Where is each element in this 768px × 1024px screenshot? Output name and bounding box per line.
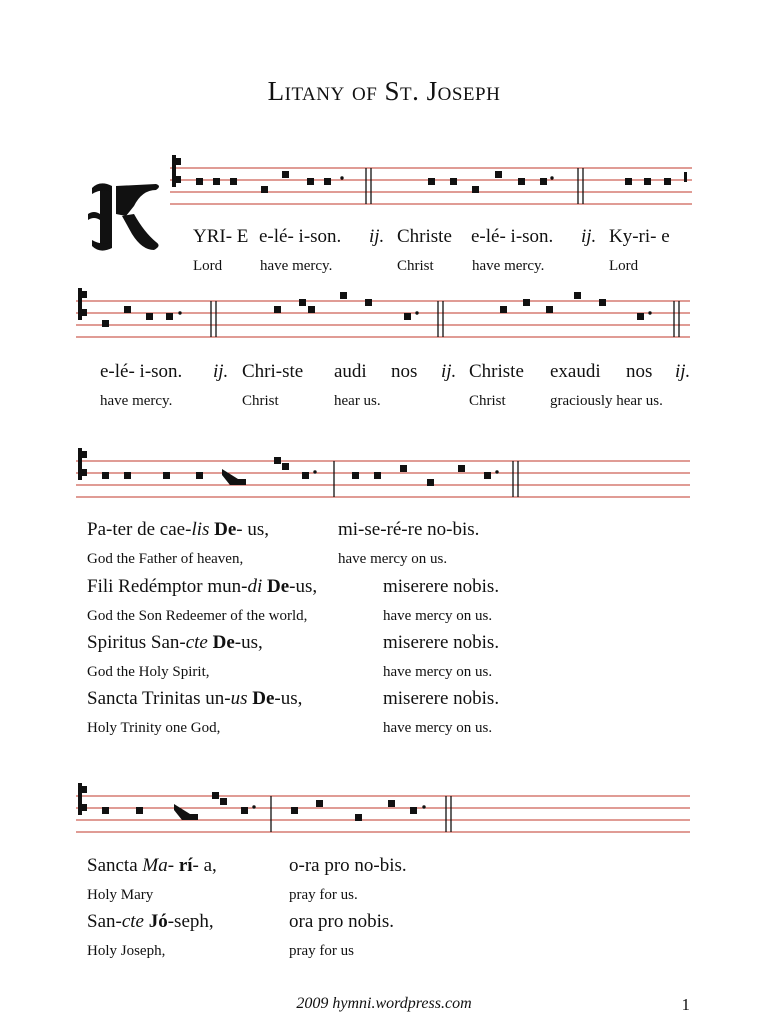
translation-text: Christ — [397, 258, 434, 274]
lyric-syllable: e-lé- i-son. — [100, 361, 183, 382]
verse-part-end: - us, — [236, 519, 270, 540]
lyric-syllable: audi — [334, 361, 367, 382]
verse-part: San- — [87, 911, 122, 932]
verse-latin-response: miserere nobis. — [383, 632, 500, 653]
verse-latin-response: miserere nobis. — [383, 688, 500, 709]
verse-part-bold: Jó — [143, 911, 168, 932]
verse-part-italic: Ma- — [142, 855, 175, 876]
verse-latin-left — [87, 576, 317, 598]
verse-part-end: -us, — [234, 632, 263, 653]
lyric-syllable: Christe — [469, 361, 524, 382]
verse-part-italic: lis — [191, 519, 210, 540]
lyric-syllable: ij. — [441, 361, 457, 382]
verse-latin-response: miserere nobis. — [383, 576, 500, 597]
verse-latin-response: mi-se-ré-re no-bis. — [338, 519, 480, 540]
staff-4 — [76, 780, 692, 840]
verse-translation-right: pray for us. — [289, 887, 358, 903]
staff-1 — [170, 150, 694, 210]
verse-translation-left: God the Father of heaven, — [87, 551, 244, 567]
translation-text: have mercy. — [472, 258, 545, 274]
verse-translation-right: have mercy on us. — [383, 608, 493, 624]
verse-part-bold: De — [252, 688, 275, 709]
lyric-syllable: Ky-ri- e — [609, 226, 670, 247]
verse-translation-right: have mercy on us. — [338, 551, 448, 567]
verse-part-end: -us, — [274, 688, 303, 709]
verse-part-italic: cte — [185, 632, 208, 653]
verse-part-bold: De — [266, 576, 290, 597]
translation-text: have mercy. — [260, 258, 333, 274]
verse-part: Pa-ter de cae- — [87, 519, 192, 540]
lyric-syllable: Christe — [397, 226, 452, 247]
verse-translation-left: God the Son Redeemer of the world, — [87, 608, 308, 624]
translation-text: have mercy. — [100, 393, 173, 409]
verse-part-end: -seph, — [167, 911, 214, 932]
verse-part-italic: di — [247, 576, 263, 597]
translation-text: Christ — [469, 393, 506, 409]
verse-translation-right: pray for us — [289, 943, 354, 959]
verse-part-italic: us — [230, 688, 248, 709]
staff-2 — [76, 285, 692, 345]
verse-part: Sancta Trinitas un- — [87, 688, 231, 709]
translation-text: Christ — [242, 393, 279, 409]
page-title: Litany of St. Joseph — [267, 76, 501, 106]
verse-translation-right: have mercy on us. — [383, 664, 493, 680]
verse-translation-right: have mercy on us. — [383, 720, 493, 736]
verse-part: Sancta — [87, 855, 143, 876]
translation-text: graciously hear us. — [550, 393, 663, 409]
verse-latin-left — [87, 688, 302, 710]
lyric-syllable: ij. — [675, 361, 691, 382]
verse-latin-left — [87, 519, 269, 541]
verse-translation-left: Holy Mary — [87, 887, 154, 903]
lyric-syllable: Chri-ste — [242, 361, 304, 382]
lyric-syllable: exaudi — [550, 361, 601, 382]
lyric-syllable: ij. — [213, 361, 229, 382]
verse-latin-left — [87, 632, 263, 654]
verse-part-italic: cte — [121, 911, 144, 932]
lyric-syllable: YRI- E — [193, 226, 249, 247]
verse-latin-left — [87, 911, 214, 933]
page-number: 1 — [681, 995, 690, 1014]
lyric-syllable: ij. — [581, 226, 597, 247]
translation-text: Lord — [609, 258, 639, 274]
verse-part-end: -us, — [289, 576, 318, 597]
translation-text: hear us. — [334, 393, 381, 409]
drop-cap-letter: K — [86, 254, 87, 255]
staff-3 — [76, 445, 692, 505]
drop-cap-k — [86, 176, 166, 258]
verse-translation-left: Holy Trinity one God, — [87, 720, 221, 736]
verse-latin-response: o-ra pro no-bis. — [289, 855, 407, 876]
verse-part: Spiritus San- — [87, 632, 186, 653]
verse-part-bold: rí — [174, 855, 193, 876]
verse-translation-left: Holy Joseph, — [87, 943, 166, 959]
verse-latin-left — [87, 855, 217, 877]
translation-text: Lord — [193, 258, 223, 274]
verse-translation-left: God the Holy Spirit, — [87, 664, 210, 680]
lyric-syllable: ij. — [369, 226, 385, 247]
verse-part: Fili Redémptor mun- — [87, 576, 248, 597]
verse-part-end: - a, — [192, 855, 217, 876]
lyric-syllable: e-lé- i-son. — [471, 226, 554, 247]
lyric-syllable: nos — [391, 361, 418, 382]
verse-part-bold: De — [214, 519, 237, 540]
footer-credit: 2009 hymni.wordpress.com — [296, 995, 472, 1012]
verse-latin-response: ora pro nobis. — [289, 911, 395, 932]
lyric-syllable: nos — [626, 361, 653, 382]
verse-part-bold: De — [212, 632, 235, 653]
lyric-syllable: e-lé- i-son. — [259, 226, 342, 247]
